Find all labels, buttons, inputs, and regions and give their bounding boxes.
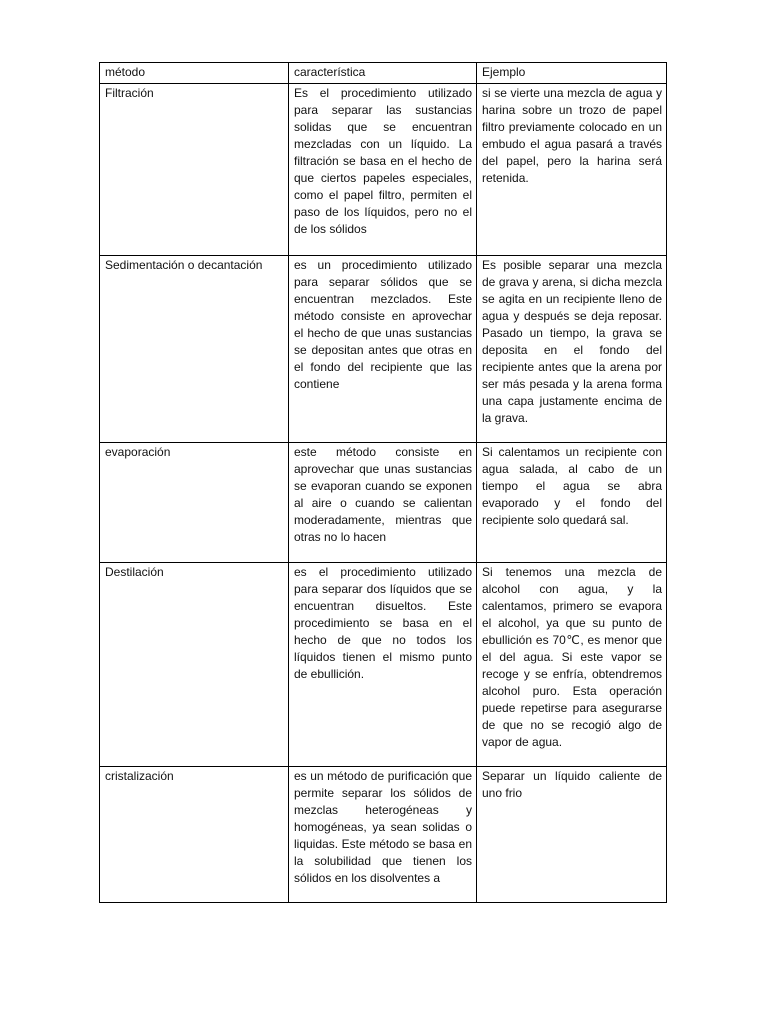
method-cell: Filtración [100,84,289,256]
characteristic-cell [289,767,477,903]
characteristic-cell: es el procedimiento utilizado para separar dos líquidos que se encuentran disueltos. Este procedimiento se basa en el hecho de que no todos los líquidos tienen el mismo punto de ebullición. [289,563,477,767]
table-row [100,256,667,443]
example-cell: Separar un líquido caliente de uno frio [477,767,667,903]
document-page [99,62,666,903]
table-header-row [100,63,667,84]
table-row [100,84,667,256]
header-cell-example: Ejemplo [477,63,667,84]
separation-methods-table [99,62,667,903]
characteristic-cell: Es el procedimiento utilizado para separar las sustancias solidas que se encuentran mezcladas con un líquido. La filtración se basa en el hecho de que ciertos papeles especiales, como el papel filtro, permiten el paso de los líquidos, pero no el de los sólidos [289,84,477,256]
table-row [100,767,667,903]
method-cell: cristalización [100,767,289,903]
table-row [100,563,667,767]
header-cell-characteristic: característica [289,63,477,84]
method-cell: evaporación [100,443,289,563]
characteristic-cell: es un procedimiento utilizado para separar sólidos que se encuentran mezclados. Este método consiste en aprovechar el hecho de que unas sustancias se depositan antes que otras en el fondo del recipiente que las contiene [289,256,477,443]
method-cell: Destilación [100,563,289,767]
example-cell: Si tenemos una mezcla de alcohol con agua, y la calentamos, primero se evapora el alcohol, ya que su punto de ebullición es 70℃, es menor que el del agua. Si este vapor se recoge y se enfría, obtendremos alcohol puro. Esta operación puede repetirse para asegurarse de que no se recogió algo de vapor de agua. [477,563,667,767]
table-row [100,443,667,563]
example-cell: Si calentamos un recipiente con agua salada, al cabo de un tiempo el agua se abra evaporado y el fondo del recipiente solo quedará sal. [477,443,667,563]
characteristic-text: es un método de purificación que permite separar los sólidos de mezclas heterogéneas y homogéneas, ya sean solidas o liquidas. Este método se basa en la solubilidad que tienen los sólidos en los disolventes a [294,769,472,885]
characteristic-cell: este método consiste en aprovechar que unas sustancias se evaporan cuando se exponen al aire o cuando se calientan moderadamente, mientras que otras no lo hacen [289,443,477,563]
header-cell-method: método [100,63,289,84]
example-cell: Es posible separar una mezcla de grava y arena, si dicha mezcla se agita en un recipiente lleno de agua y después se deja reposar. Pasado un tiempo, la grava se deposita en el fondo del recipiente antes que la arena por ser más pesada y la arena forma una capa justamente encima de la grava. [477,256,667,443]
method-cell: Sedimentación o decantación [100,256,289,443]
example-cell: si se vierte una mezcla de agua y harina sobre un trozo de papel filtro previamente colocado en un embudo el agua pasará a través del papel, pero la harina será retenida. [477,84,667,256]
